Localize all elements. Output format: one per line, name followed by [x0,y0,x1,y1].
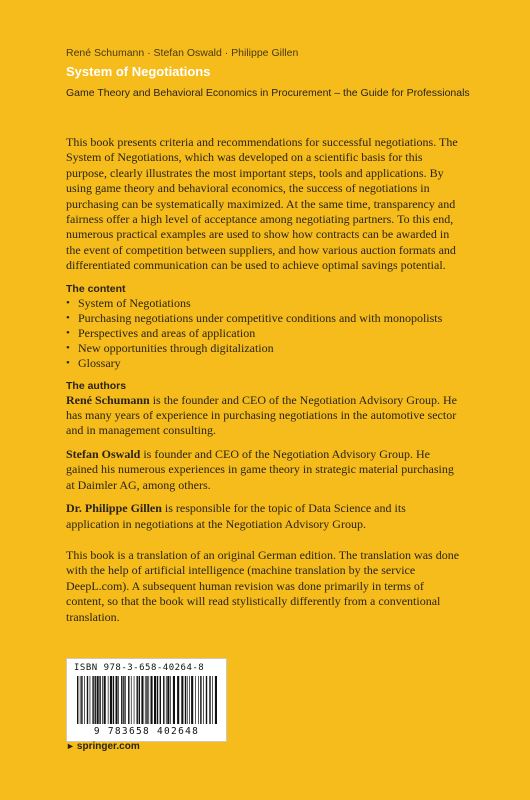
authors-heading: The authors [66,379,127,392]
barcode-bar [97,676,99,724]
isbn-barcode [66,658,227,742]
barcode-bar [110,676,112,724]
barcode-bar [137,676,138,724]
barcode-bar [163,676,164,724]
barcode-bar [203,676,204,724]
content-list [66,296,462,371]
barcode-bar [108,676,109,724]
barcode-bar [157,676,158,724]
barcode-bars [75,676,218,724]
barcode-bar [206,676,207,724]
list-item: • Glossary [66,356,462,371]
barcode-bar [173,676,175,724]
barcode-bar [131,676,132,724]
barcode-bar [146,676,147,724]
barcode-bar [167,676,169,724]
barcode-bar [166,676,167,724]
barcode-bar [125,676,126,724]
barcode-bar [77,676,78,724]
barcode-bar [95,676,96,724]
author-name: Stefan Oswald [66,446,141,461]
author-bio [66,501,462,532]
barcode-bar [104,676,106,724]
publisher-link[interactable] [66,741,140,752]
barcode-bar [128,676,129,724]
barcode-bar [212,676,213,724]
barcode-bar [121,676,122,724]
barcode-bar [102,676,103,724]
author-name: Dr. Philippe Gillen [66,501,162,516]
barcode-bar [145,676,146,724]
list-item: • New opportunities through digitalization [66,341,462,356]
barcode-bar [170,676,171,724]
author-name: René Schumann [66,392,150,407]
barcode-digits: 9 783658 402648 [93,726,200,737]
content-heading: The content [66,282,126,295]
barcode-bar [185,676,186,724]
barcode-bar [99,676,100,724]
barcode-bar [154,676,156,724]
barcode-bar [92,676,93,724]
list-item: • Purchasing negotiations under competitive conditions and with monopolists [66,311,462,326]
back-cover-text [66,135,462,625]
book-subtitle: Game Theory and Behavioral Economics in Procurement – the Guide for Professionals [66,87,470,99]
author-bio [66,393,462,439]
barcode-bar [189,676,190,724]
arrow-icon: ► [66,741,75,751]
author-bio-text: is the founder and CEO of the Negotiation Advisory Group. He has many years of experience in purchasing negotiations in the automotive sector and in management consulting. [66,392,457,438]
barcode-bar [209,676,210,724]
isbn-label: ISBN 978-3-658-40264-8 [74,663,205,673]
list-item: • System of Negotiations [66,296,462,311]
publisher-url: springer.com [76,741,140,752]
barcode-bar [187,676,188,724]
barcode-bar [90,676,91,724]
translation-note: This book is a translation of an original German edition. The translation was done with the help of artificial intelligence (machine translation by the service DeepL.com). A subsequent human revision was done primarily in terms of content, so that the book will read stylistically differently from a conventional translation. [66,547,460,624]
barcode-bar [81,676,82,724]
barcode-bar [113,676,114,724]
barcode-bar [177,676,179,724]
book-title: System of Negotiations [66,64,211,79]
barcode-bar [191,676,193,724]
barcode-bar [116,676,118,724]
barcode-bar [123,676,124,724]
barcode-bar [141,676,143,724]
barcode-bar [181,676,183,724]
author-names: René Schumann · Stefan Oswald · Philippe Gillen [66,47,299,59]
barcode-bar [198,676,199,724]
barcode-bar [118,676,119,724]
barcode-bar [134,676,135,724]
author-bio-text: is founder and CEO of the Negotiation Advisory Group. He gained his numerous experiences in game theory in strategic material purchasing at Daimler AG, among others. [66,446,454,492]
barcode-bar [195,676,196,724]
barcode-bar [80,676,81,724]
list-item: • Perspectives and areas of application [66,326,462,341]
barcode-bar [84,676,85,724]
barcode-bar [160,676,161,724]
barcode-bar [148,676,149,724]
author-bio [66,447,462,493]
barcode-bar [215,676,217,724]
barcode-bar [87,676,88,724]
barcode-bar [200,676,201,724]
author-bio-text: is responsible for the topic of Data Science and its application in negotiations at the Negotiation Advisory Group. [66,501,406,531]
barcode-bar [139,676,140,724]
intro-paragraph: This book presents criteria and recommendations for successful negotiations. The System of Negotiations, which was developed on a scientific basis for this purpose, clearly illustrates the most important steps, tools and applications. By using game theory and behavioral economics, the success of negotiations in purchasing can be systematically maximized. At the same time, transparency and fairness offer a high level of acceptance among negotiating partners. To this end, numerous practical examples are used to show how contracts can be awarded in the event of competition between suppliers, and how various auction formats and differentiated communication can be used to achieve optimal savings potential. [66,135,458,273]
barcode-bar [151,676,153,724]
